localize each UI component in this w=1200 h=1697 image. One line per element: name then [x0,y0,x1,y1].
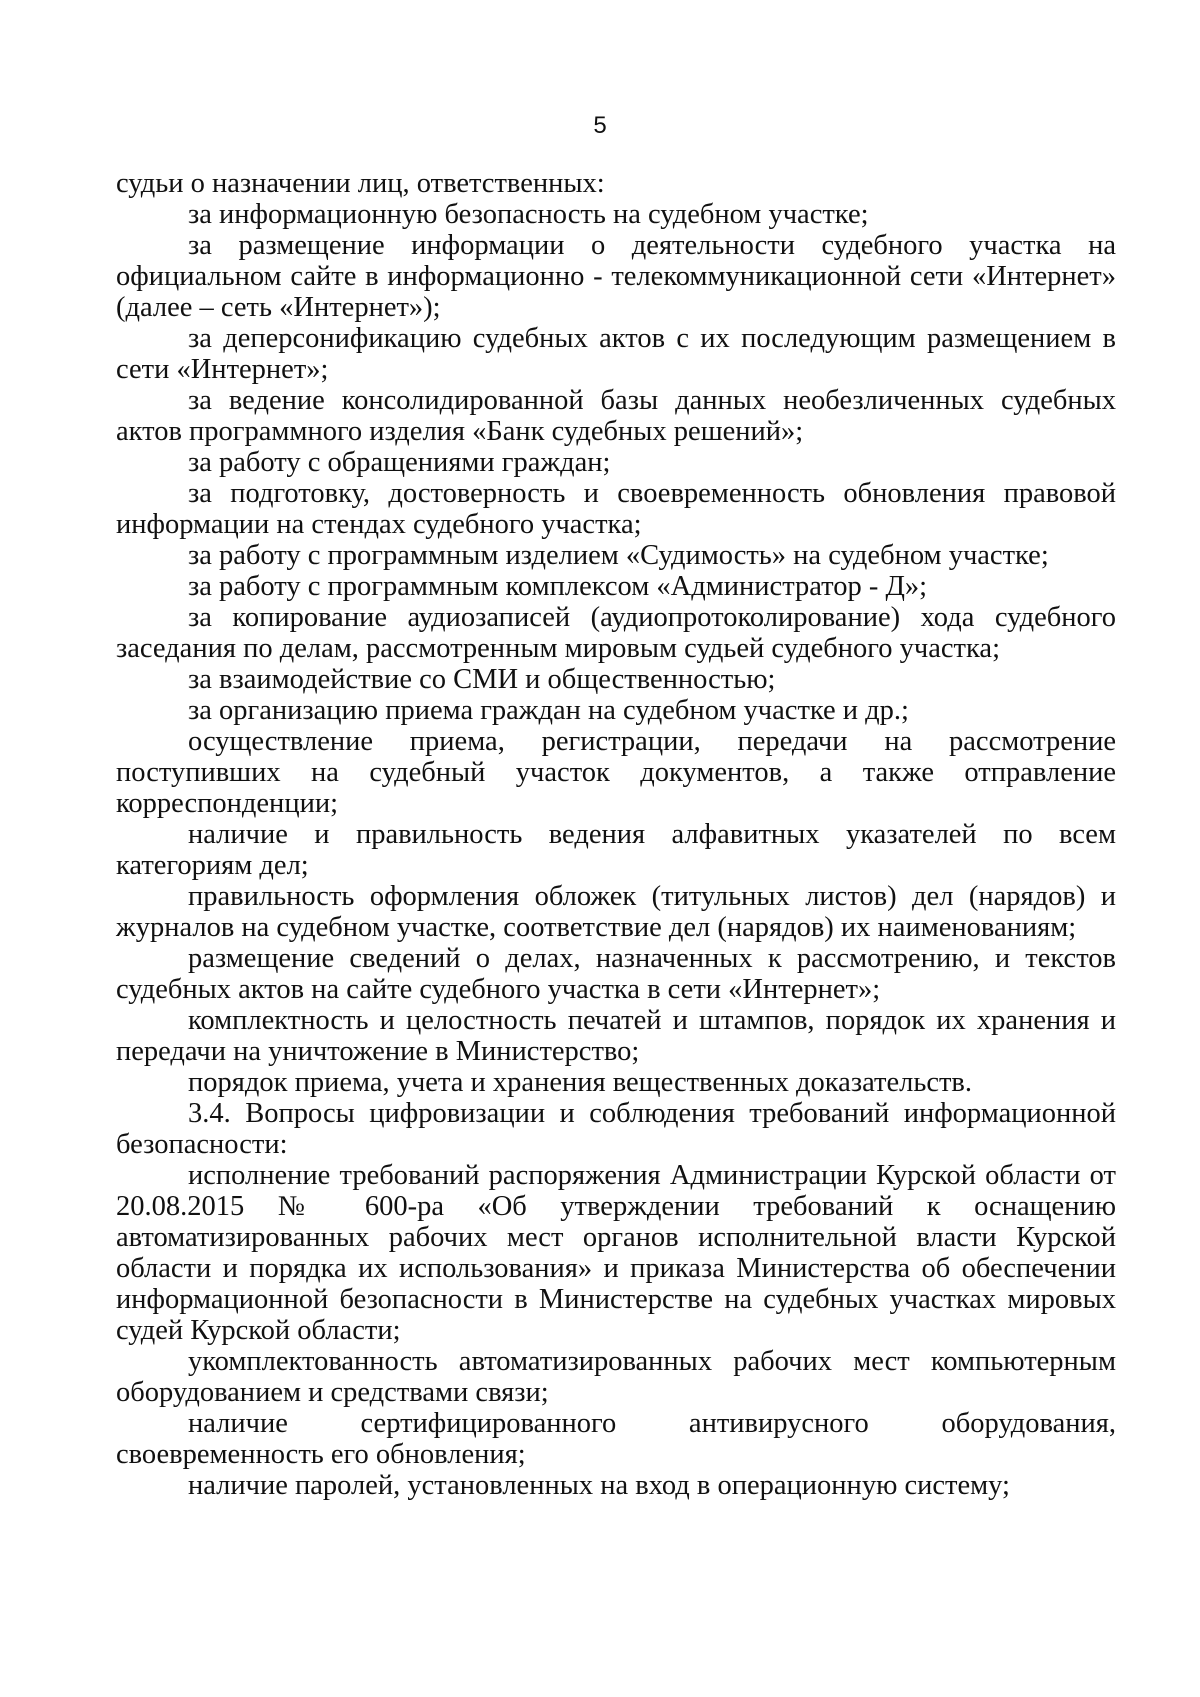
paragraph: правильность оформления обложек (титульных листов) дел (нарядов) и журналов на судебном участке, соответствие дел (нарядов) их наименованиям; [116,881,1116,943]
paragraph: за копирование аудиозаписей (аудиопротоколирование) хода судебного заседания по делам, рассмотренным мировым судьей судебного участка; [116,602,1116,664]
section-heading-3-4: 3.4. Вопросы цифровизации и соблюдения требований информационной безопасности: [116,1098,1116,1160]
paragraph: комплектность и целостность печатей и штампов, порядок их хранения и передачи на уничтожение в Министерство; [116,1005,1116,1067]
paragraph: за работу с программным изделием «Судимость» на судебном участке; [188,540,1049,571]
document-body [116,168,1116,1501]
paragraph: за организацию приема граждан на судебном участке и др.; [188,695,909,726]
paragraph: наличие паролей, установленных на вход в операционную систему; [188,1470,1010,1501]
paragraph: наличие и правильность ведения алфавитных указателей по всем категориям дел; [116,819,1116,881]
page-number: 5 [593,112,607,139]
paragraph: за деперсонификацию судебных актов с их последующим размещением в сети «Интернет»; [116,323,1116,385]
paragraph: исполнение требований распоряжения Администрации Курской области от 20.08.2015 № 600-ра «Об утверждении требований к оснащению автоматизированных рабочих мест органов исполнительной власти Курской области и порядка их использования» и приказа Министерства об обеспечении информационной безопасности в Министерстве на судебных участках мировых судей Курской области; [116,1160,1116,1346]
paragraph: наличие сертифицированного антивирусного оборудования, своевременность его обновления; [116,1408,1116,1470]
paragraph: осуществление приема, регистрации, передачи на рассмотрение поступивших на судебный участок документов, а также отправление корреспонденции; [116,726,1116,819]
paragraph: укомплектованность автоматизированных рабочих мест компьютерным оборудованием и средствами связи; [116,1346,1116,1408]
paragraph: за работу с программным комплексом «Администратор - Д»; [188,571,928,602]
paragraph: за ведение консолидированной базы данных необезличенных судебных актов программного изделия «Банк судебных решений»; [116,385,1116,447]
paragraph: судьи о назначении лиц, ответственных: [116,168,605,199]
paragraph: за подготовку, достоверность и своевременность обновления правовой информации на стендах судебного участка; [116,478,1116,540]
paragraph: порядок приема, учета и хранения вещественных доказательств. [188,1067,973,1098]
paragraph: за работу с обращениями граждан; [188,447,611,478]
paragraph: за взаимодействие со СМИ и общественностью; [188,664,776,695]
paragraph: размещение сведений о делах, назначенных к рассмотрению, и текстов судебных актов на сайте судебного участка в сети «Интернет»; [116,943,1116,1005]
paragraph: за размещение информации о деятельности судебного участка на официальном сайте в информационно - телекоммуникационной сети «Интернет» (далее – сеть «Интернет»); [116,230,1116,323]
paragraph: за информационную безопасность на судебном участке; [188,199,869,230]
